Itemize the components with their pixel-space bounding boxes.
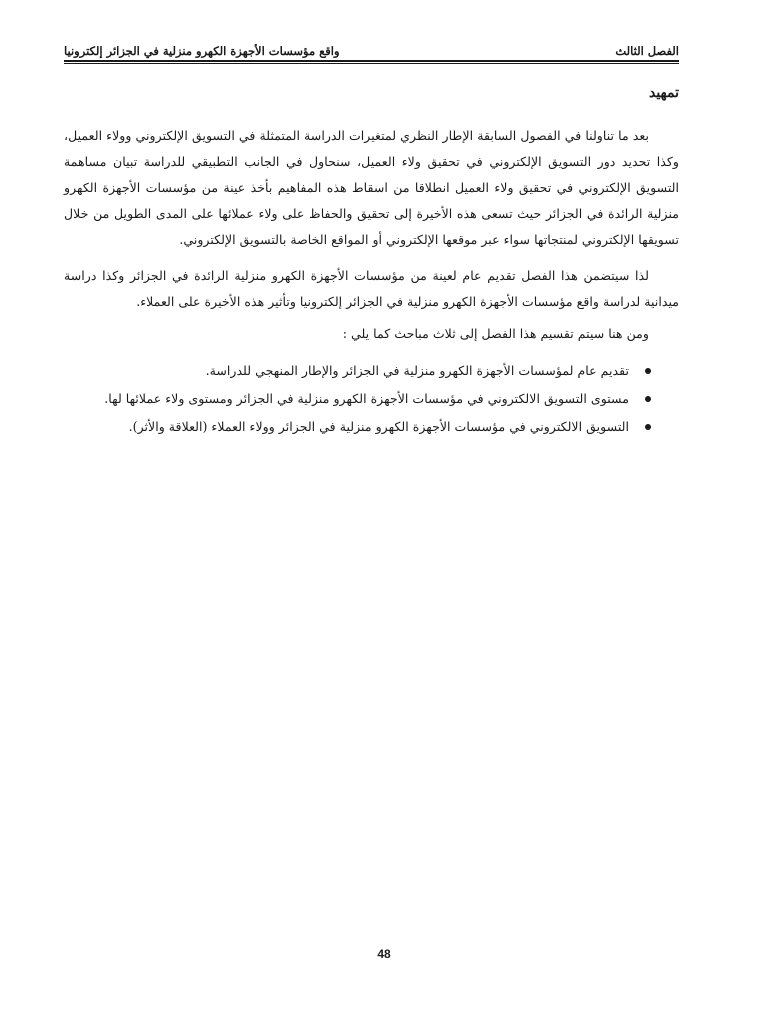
section-heading: تمهيد [648, 85, 679, 101]
page-content [64, 85, 679, 441]
bullet-icon [645, 368, 651, 374]
paragraph-intro: ومن هنا سيتم تقسيم هذا الفصل إلى ثلاث مباحث كما يلي : [342, 326, 649, 341]
list-item [64, 357, 651, 385]
bullet-text: مستوى التسويق الالكتروني في مؤسسات الأجهزة الكهرو منزلية في الجزائر ومستوى ولاء عملائها لها. [104, 391, 629, 406]
bullet-text: التسويق الالكتروني في مؤسسات الأجهزة الكهرو منزلية في الجزائر وولاء العملاء (العلاقة والأثر). [128, 419, 629, 434]
bullet-icon [645, 424, 651, 430]
page-number: 48 [377, 947, 391, 961]
header-rule-thick [64, 60, 679, 62]
header-rule-thin [64, 63, 679, 64]
paragraph-2: لذا سيتضمن هذا الفصل تقديم عام لعينة من مؤسسات الأجهزة الكهرو منزلية الرائدة في الجزائر وكذا دراسة ميدانية لدراسة واقع مؤسسات الأجهزة الكهرو منزلية في الجزائر إلكترونيا وتأثير هذه الأخيرة على العملاء. [64, 268, 679, 309]
paragraph-1: بعد ما تناولنا في الفصول السابقة الإطار النظري لمتغيرات الدراسة المتمثلة في التسويق الإلكتروني وولاء العميل، وكذا تحديد دور التسويق الإلكتروني في تحقيق ولاء العميل، سنحاول في الجانب التطبيقي للدراسة تبيان مساهمة التسويق الإلكتروني في تحقيق ولاء العميل انطلاقا من اسقاط هذه المفاهيم بأخذ عينة من مؤسسات الأجهزة الكهرو منزلية الرائدة في الجزائر حيث تسعى هذه الأخيرة إلى تحقيق والحفاظ على ولاء عملائها على المدى الطويل من خلال تسويقها الإلكتروني لمنتجاتها سواء عبر موقعها الإلكتروني أو المواقع الخاصة بالتسويق الإلكتروني. [64, 128, 679, 247]
list-item [64, 413, 651, 441]
page-header [64, 40, 679, 62]
bullet-icon [645, 396, 651, 402]
bullet-text: تقديم عام لمؤسسات الأجهزة الكهرو منزلية في الجزائر والإطار المنهجي للدراسة. [205, 363, 629, 378]
bullet-list [64, 357, 679, 441]
list-item [64, 385, 651, 413]
running-title: واقع مؤسسات الأجهزة الكهرو منزلية في الجزائر إلكترونيا [64, 44, 340, 58]
chapter-label: الفصل الثالث [615, 44, 679, 58]
